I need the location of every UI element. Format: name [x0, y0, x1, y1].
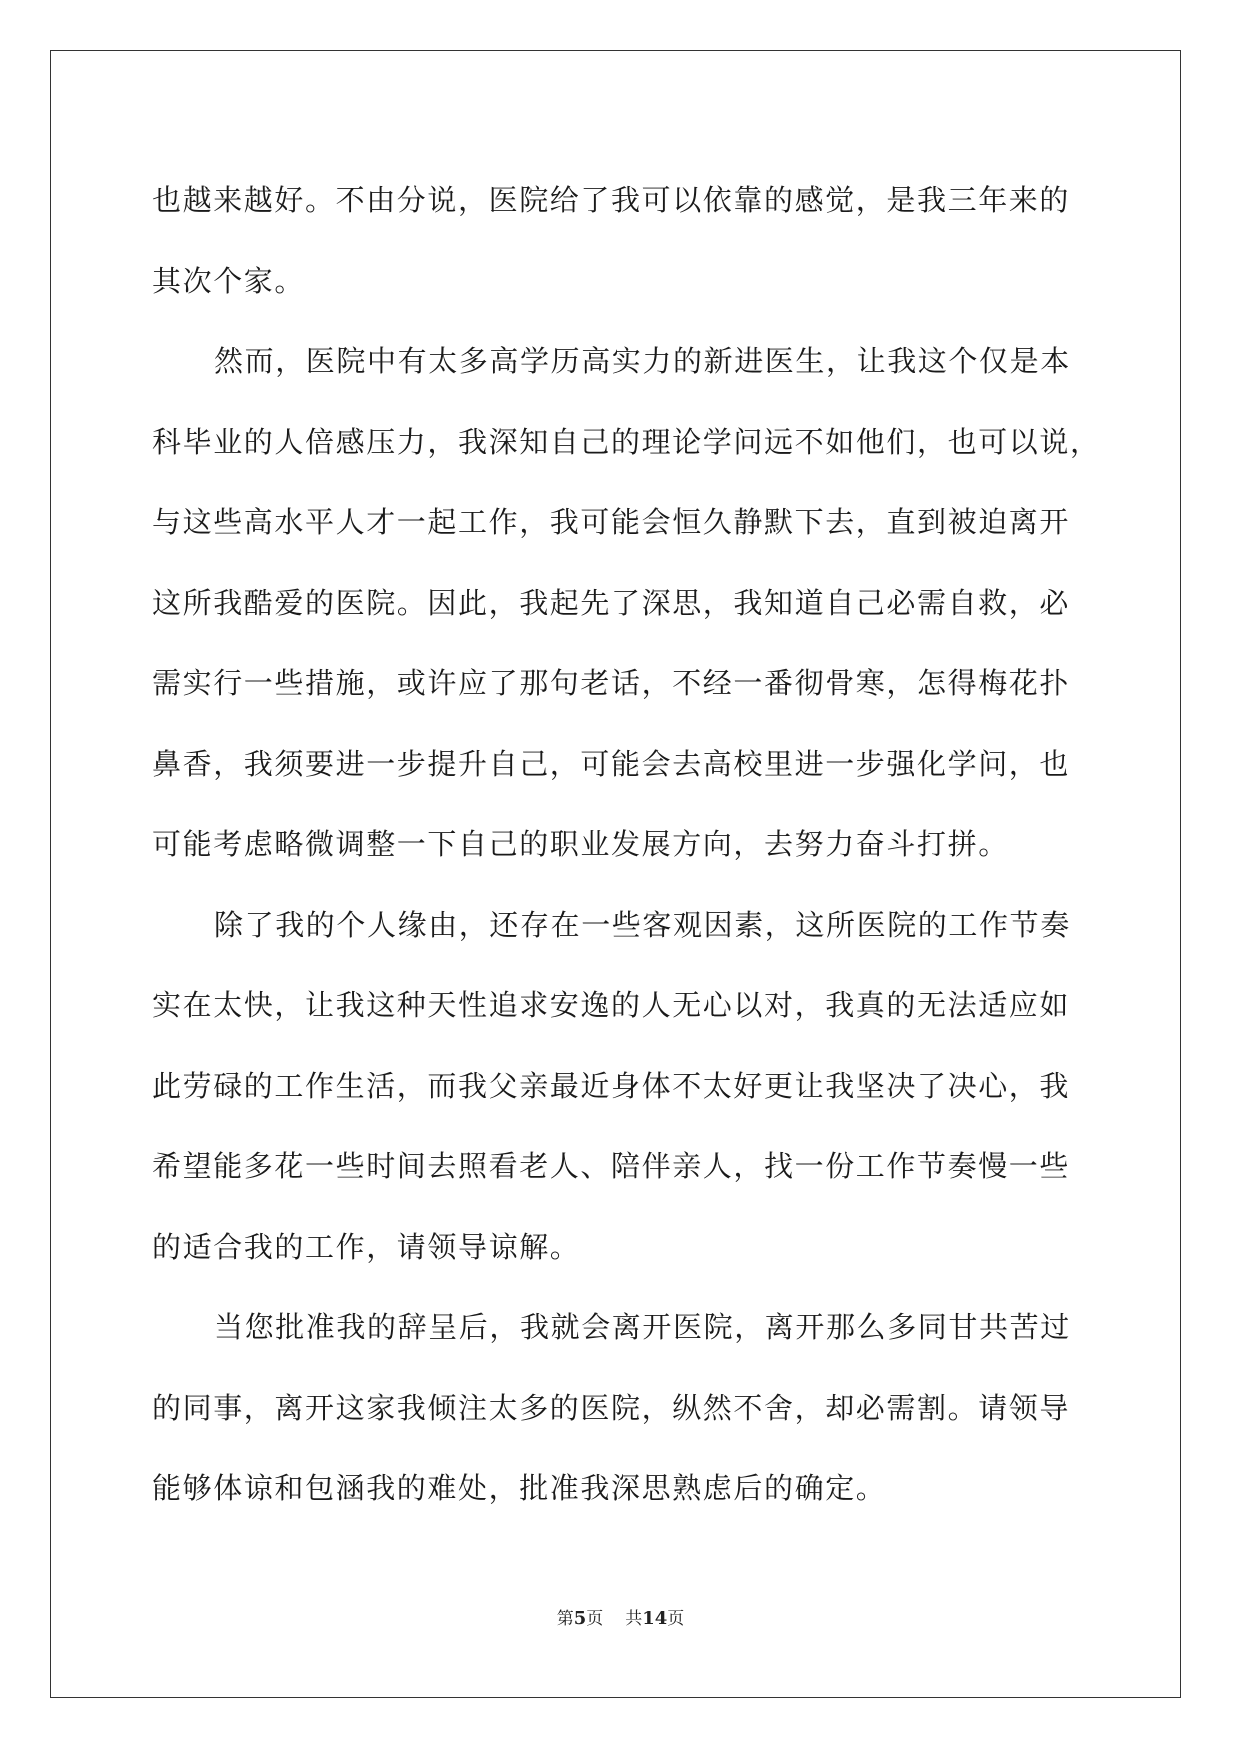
text-line: 需实行一些措施，或许应了那句老话，不经一番彻骨寒，怎得梅花扑: [152, 666, 1071, 700]
page-number: 5: [573, 1608, 587, 1629]
document-body: [152, 160, 1101, 1529]
page-label-prefix: 第: [556, 1609, 574, 1629]
text-line: 当您批准我的辞呈后，我就会离开医院，离开那么多同甘共苦过: [214, 1310, 1071, 1344]
text-line: 除了我的个人缘由，还存在一些客观因素，这所医院的工作节奏: [214, 907, 1071, 942]
text-line: 可能考虑略微调整一下自己的职业发展方向，去努力奋斗打拼。: [152, 827, 1009, 861]
text-line: 的适合我的工作，请领导谅解。: [152, 1229, 581, 1264]
text-line: 实在太快，让我这种天性追求安逸的人无心以对，我真的无法适应如: [152, 988, 1071, 1022]
total-pages: 14: [642, 1608, 668, 1629]
total-label-prefix: 共: [625, 1609, 643, 1629]
page-label-suffix: 页: [586, 1609, 604, 1629]
text-line: 科毕业的人倍感压力，我深知自己的理论学问远不如他们，也可以说，: [152, 424, 1101, 459]
text-line: 这所我酷爱的医院。因此，我起先了深思，我知道自己必需自救，必: [152, 585, 1071, 620]
text-line: 然而，医院中有太多高学历高实力的新进医生，让我这个仅是本: [214, 344, 1071, 378]
text-line: 的同事，离开这家我倾注太多的医院，纵然不舍，却必需割。请领导: [152, 1390, 1071, 1425]
page-footer: [0, 1604, 1241, 1629]
text-line: 鼻香，我须要进一步提升自己，可能会去高校里进一步强化学问，也: [152, 746, 1071, 781]
total-label-suffix: 页: [667, 1609, 685, 1629]
text-line: 与这些高水平人才一起工作，我可能会恒久静默下去，直到被迫离开: [152, 505, 1071, 539]
text-line: 希望能多花一些时间去照看老人、陪伴亲人，找一份工作节奏慢一些: [152, 1149, 1071, 1183]
text-line: 也越来越好。不由分说，医院给了我可以依靠的感觉，是我三年来的: [152, 183, 1071, 217]
text-line: 其次个家。: [152, 263, 306, 298]
text-line: 能够体谅和包涵我的难处，批准我深思熟虑后的确定。: [152, 1471, 887, 1505]
text-line: 此劳碌的工作生活，而我父亲最近身体不太好更让我坚决了决心，我: [152, 1068, 1071, 1103]
